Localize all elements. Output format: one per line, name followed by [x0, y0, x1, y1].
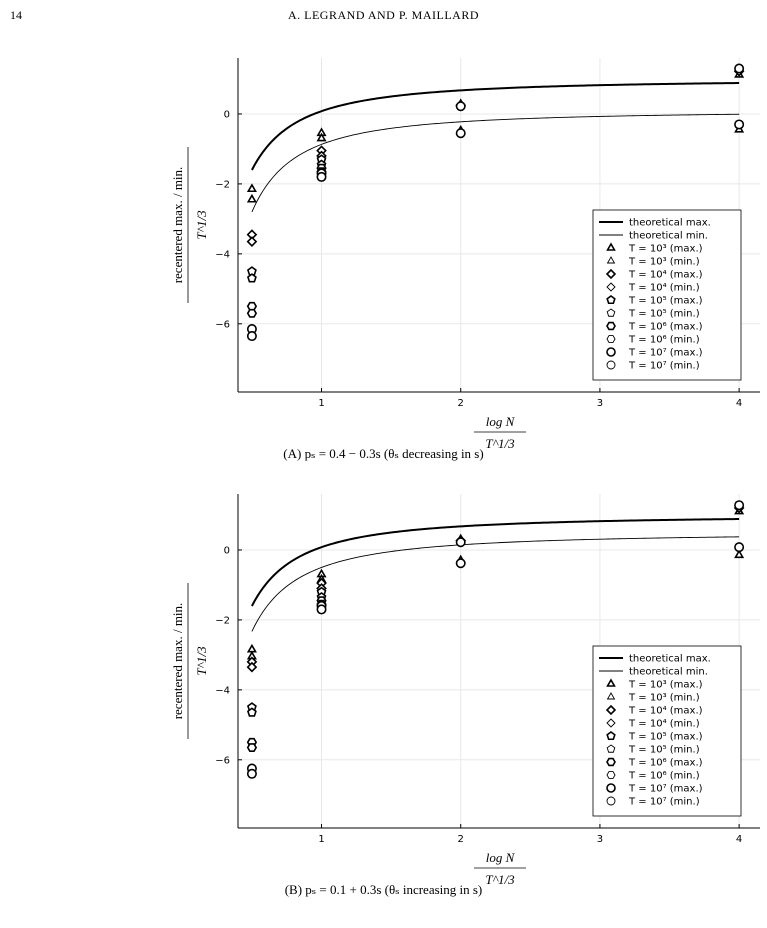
chart-b	[0, 476, 767, 887]
y-axis-label-denominator: T^1/3	[194, 646, 209, 676]
legend-label: T = 10⁷ (min.)	[629, 360, 700, 372]
legend-marker-swatch	[607, 772, 615, 779]
page-header	[0, 8, 767, 28]
legend-label: theoretical max.	[629, 653, 711, 665]
chart-a	[0, 40, 767, 451]
y-tick-label: −6	[215, 755, 230, 767]
y-tick-label: 0	[223, 109, 230, 121]
data-point	[248, 310, 256, 317]
legend-label: T = 10⁴ (min.)	[629, 282, 700, 294]
data-point	[735, 120, 743, 128]
data-point	[248, 303, 256, 310]
legend-label: T = 10⁶ (min.)	[629, 334, 700, 346]
legend-label: T = 10⁶ (max.)	[629, 321, 703, 333]
legend-marker-swatch	[607, 336, 615, 343]
caption-a: (A) pₛ = 0.4 − 0.3s (θₛ decreasing in s)	[283, 446, 484, 461]
legend-marker-swatch	[607, 732, 615, 739]
data-point	[248, 195, 255, 201]
legend-label: T = 10³ (min.)	[629, 256, 700, 268]
legend-label: T = 10⁷ (min.)	[629, 796, 700, 808]
legend-marker-swatch	[607, 784, 615, 792]
data-point	[248, 237, 256, 245]
legend-label: T = 10⁵ (max.)	[629, 295, 703, 307]
data-point	[248, 744, 256, 751]
legend-label: T = 10⁴ (min.)	[629, 718, 700, 730]
legend-label: T = 10⁷ (max.)	[629, 783, 703, 795]
page-number: 14	[10, 8, 22, 22]
x-axis-label-denominator: T^1/3	[485, 436, 515, 451]
data-point	[248, 645, 255, 651]
x-tick-label: 3	[596, 834, 604, 845]
data-point	[457, 559, 465, 567]
data-point	[248, 185, 255, 191]
legend-marker-swatch	[607, 296, 615, 303]
x-tick-label: 3	[596, 398, 604, 409]
x-tick-label: 1	[318, 834, 325, 845]
legend-label: T = 10⁶ (min.)	[629, 770, 700, 782]
x-tick-label: 2	[457, 834, 464, 845]
y-axis-label	[170, 147, 209, 303]
y-axis-label-numerator: recentered max. / min.	[170, 166, 185, 284]
y-tick-label: −4	[215, 685, 230, 697]
legend-marker-swatch	[607, 323, 615, 330]
legend-label: T = 10³ (max.)	[629, 679, 703, 691]
legend-label: T = 10⁴ (max.)	[629, 705, 703, 717]
x-tick-label: 4	[735, 834, 743, 845]
x-axis-label-numerator: log N	[485, 414, 515, 429]
legend-label: T = 10³ (max.)	[629, 243, 703, 255]
legend-label: T = 10⁶ (max.)	[629, 757, 703, 769]
data-point	[317, 605, 325, 613]
y-tick-label: −2	[215, 615, 230, 627]
y-axis-label	[170, 583, 209, 739]
y-axis-label-denominator: T^1/3	[194, 210, 209, 240]
y-axis-label-numerator: recentered max. / min.	[170, 602, 185, 720]
data-point	[248, 708, 256, 716]
running-head: A. LEGRAND AND P. MAILLARD	[287, 8, 479, 22]
legend-label: T = 10⁵ (min.)	[629, 308, 700, 320]
x-tick-label: 1	[318, 398, 325, 409]
legend-label: T = 10⁴ (max.)	[629, 269, 703, 281]
data-point	[317, 173, 325, 181]
x-tick-label: 4	[735, 398, 743, 409]
caption-b: (B) pₛ = 0.1 + 0.3s (θₛ increasing in s)	[284, 882, 483, 897]
legend-label: theoretical min.	[629, 666, 708, 678]
x-axis-label-numerator: log N	[485, 850, 515, 865]
y-tick-label: −2	[215, 179, 230, 191]
data-point	[248, 274, 256, 282]
legend-label: theoretical min.	[629, 230, 708, 242]
legend-label: T = 10⁵ (max.)	[629, 731, 703, 743]
x-tick-label: 2	[457, 398, 464, 409]
y-tick-label: −4	[215, 249, 230, 261]
data-point	[735, 501, 743, 509]
data-point	[248, 332, 256, 340]
legend-label: theoretical max.	[629, 217, 711, 229]
data-point	[735, 543, 743, 551]
legend-label: T = 10⁵ (min.)	[629, 744, 700, 756]
data-point	[457, 129, 465, 137]
data-point	[248, 770, 256, 778]
legend-marker-swatch	[607, 759, 615, 766]
legend-marker-swatch	[607, 361, 615, 369]
legend-label: T = 10⁷ (max.)	[629, 347, 703, 359]
figure-b	[0, 476, 767, 887]
y-tick-label: 0	[223, 545, 230, 557]
legend-marker-swatch	[607, 348, 615, 356]
y-tick-label: −6	[215, 319, 230, 331]
figure-a	[0, 40, 767, 451]
x-axis-label-denominator: T^1/3	[485, 872, 515, 887]
data-point	[735, 64, 743, 72]
data-point	[457, 102, 465, 110]
legend-marker-swatch	[607, 797, 615, 805]
legend-label: T = 10³ (min.)	[629, 692, 700, 704]
data-point	[457, 538, 465, 546]
